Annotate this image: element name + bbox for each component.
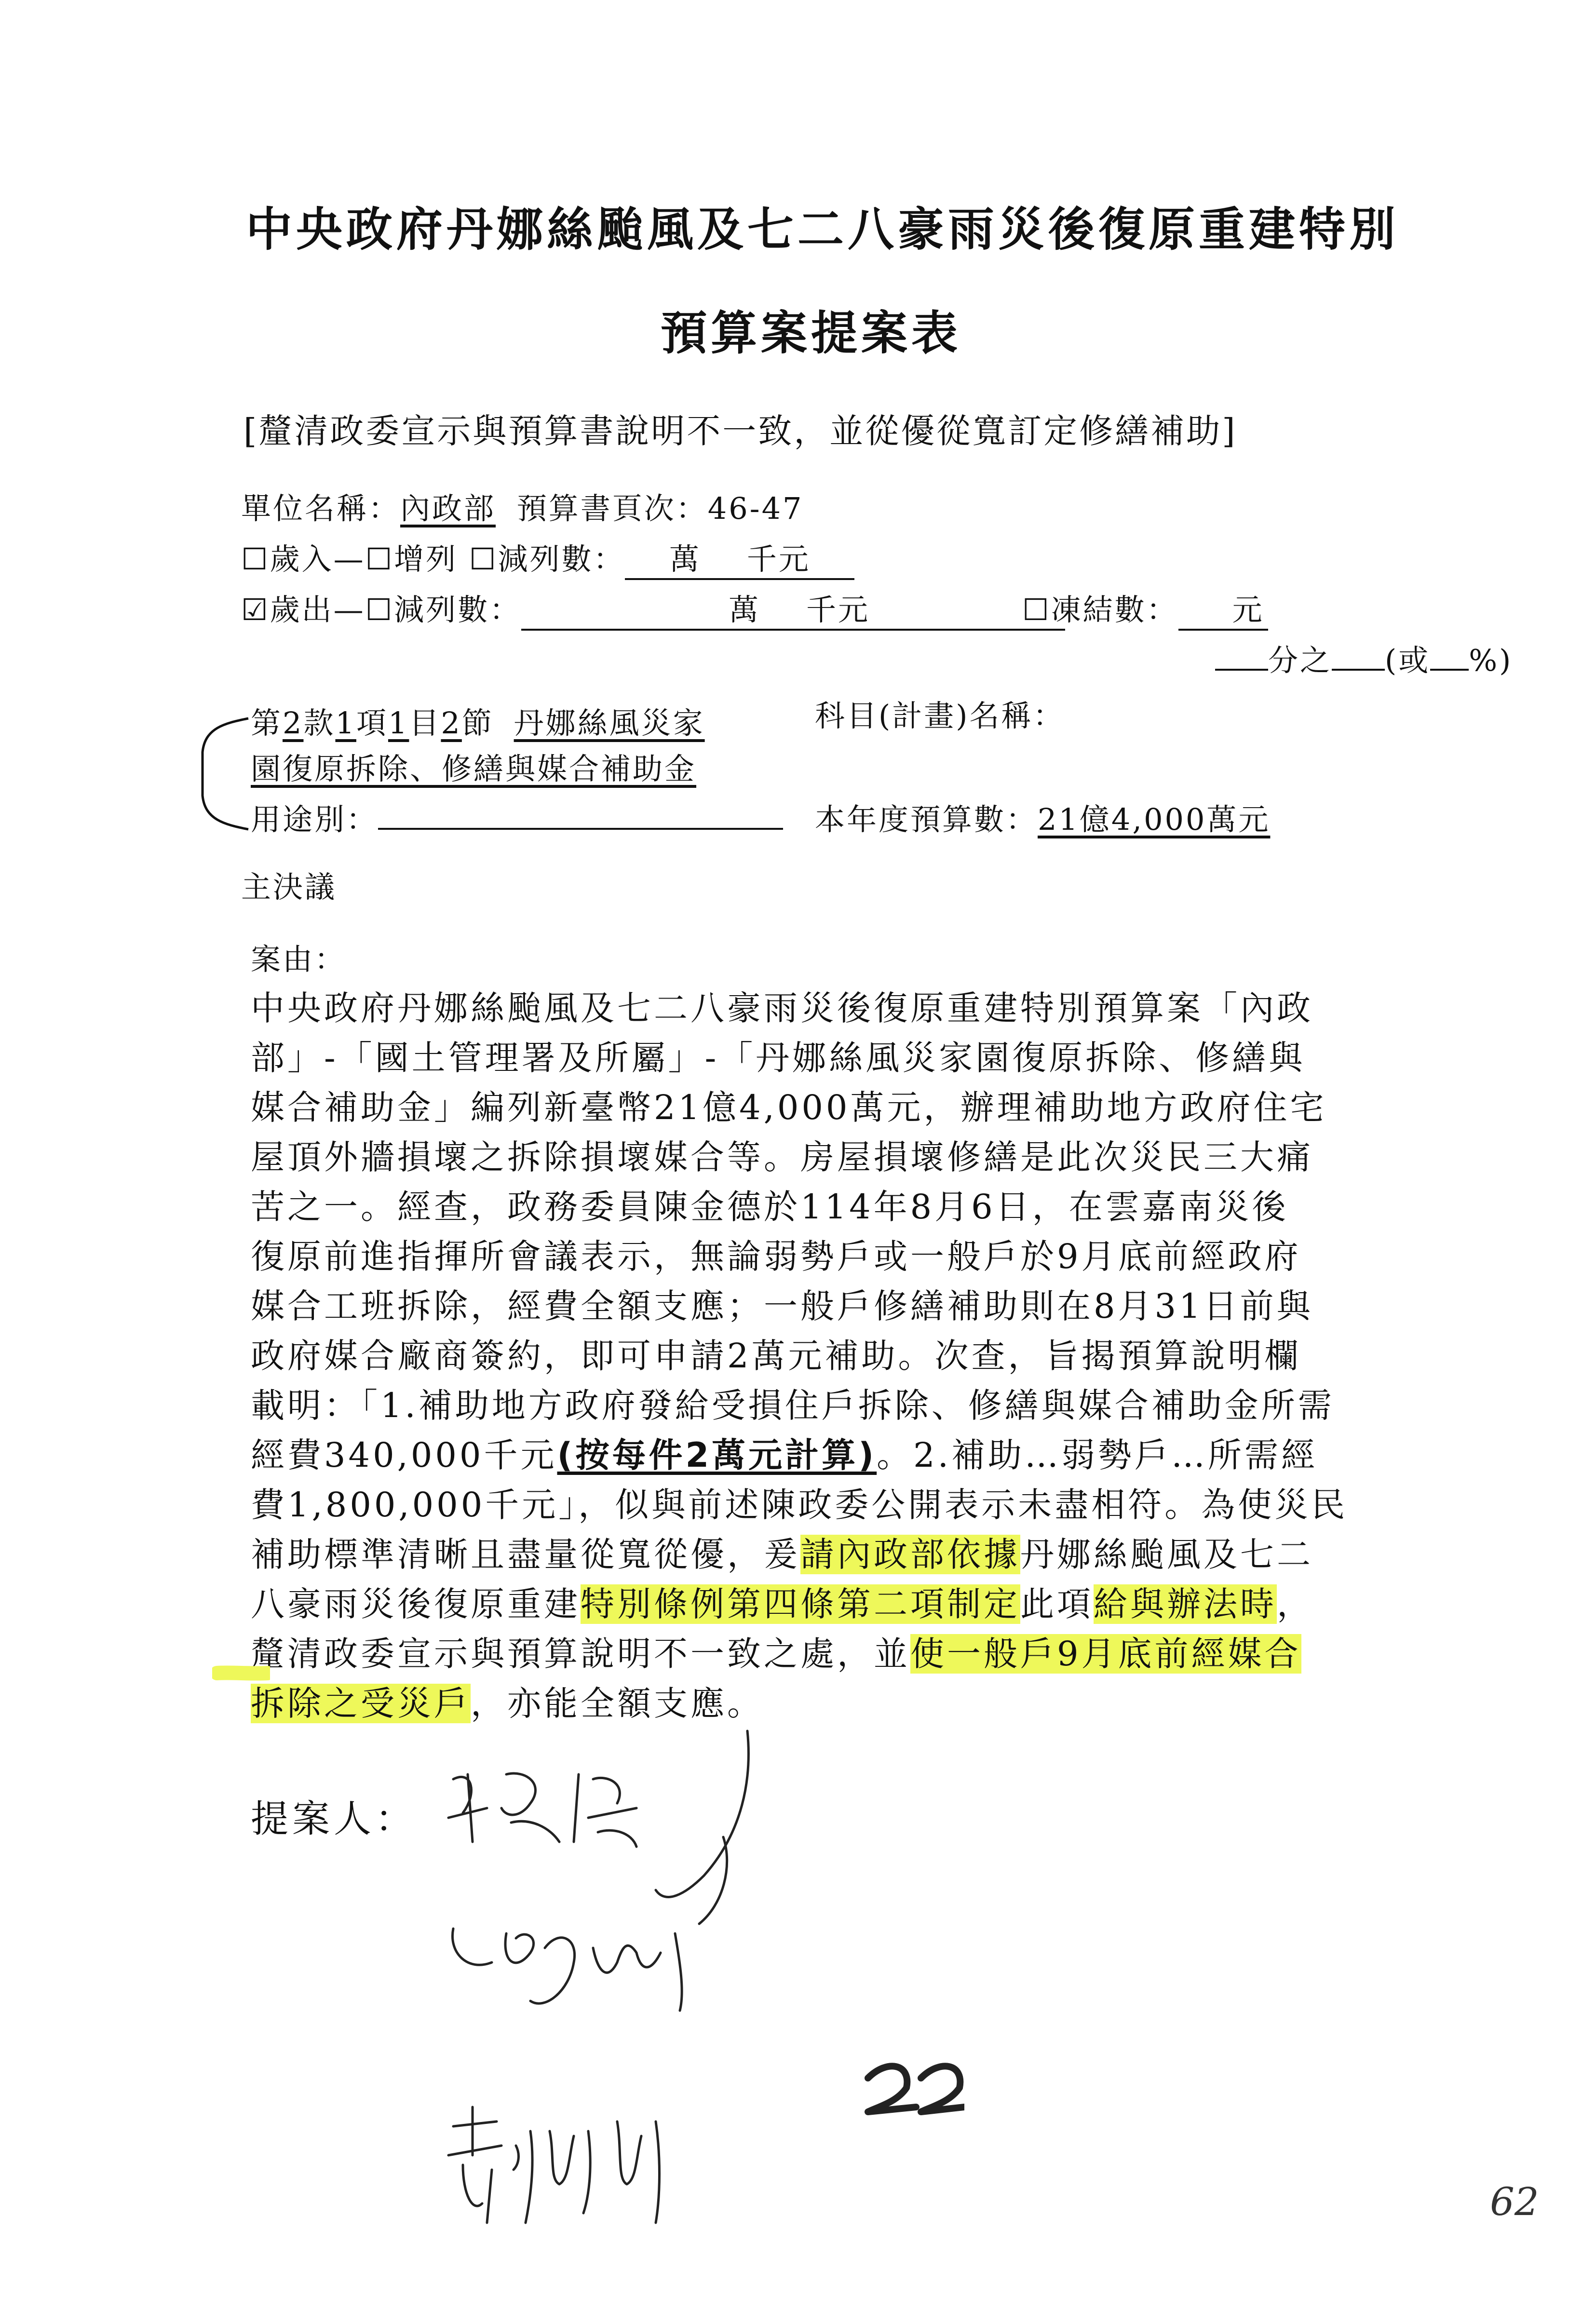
highlight-measures: 給與辦法時 <box>1094 1584 1277 1624</box>
reason-line-14: 釐清政委宣示與預算說明不一致之處，並使一般戶9月底前經媒合 <box>251 1634 1301 1674</box>
page-label: 預算書頁次： <box>516 491 708 526</box>
highlight-request: 請內政部依據 <box>800 1535 1020 1574</box>
freeze-row <box>1022 586 1268 631</box>
budget-value: 21億4,000萬元 <box>1038 802 1271 837</box>
subject-label: 科目(計畫)名稱： <box>815 698 1065 733</box>
mu-value: 1 <box>388 705 409 741</box>
revenue-row <box>241 535 854 580</box>
usage-row <box>251 796 783 838</box>
reason-line-6: 復原前進指揮所會議表示，無論弱勢戶或一般戶於9月底前經政府 <box>251 1237 1301 1276</box>
reason-line-4: 屋頂外牆損壞之拆除損壞媒合等。房屋損壞修繕是此次災民三大痛 <box>251 1137 1313 1177</box>
unit-value: 內政部 <box>400 491 496 526</box>
reason-line-2: 部」-「國土管理署及所屬」-「丹娜絲風災家園復原拆除、修繕與 <box>251 1038 1306 1078</box>
xiang-value: 1 <box>335 705 356 741</box>
fraction-row <box>1215 636 1513 679</box>
item-name-1: 丹娜絲風災家 <box>514 705 705 741</box>
budget-label: 本年度預算數： <box>815 802 1038 837</box>
reason-line-9: 載明：「1.補助地方政府發給受損住戶拆除、修繕與媒合補助金所需 <box>251 1386 1335 1425</box>
item-name-2: 園復原拆除、修繕與媒合補助金 <box>251 751 697 786</box>
document-subtitle: [釐清政委宣示與預算書說明不一致，並從優從寬訂定修繕補助] <box>243 411 1237 451</box>
reason-line-5: 苦之一。經查，政務委員陳金德於114年8月6日，在雲嘉南災後 <box>251 1187 1289 1227</box>
percent-label: %) <box>1469 643 1513 678</box>
item-row-1: 第2款1項1目2節 丹娜絲風災家 <box>251 705 705 741</box>
calc-note: (按每件2萬元計算) <box>557 1435 877 1475</box>
reason-line-15: 拆除之受災戶，亦能全額支應。 <box>251 1684 764 1723</box>
unit-row <box>241 485 804 527</box>
unit-label: 單位名稱： <box>241 491 401 526</box>
reason-line-7: 媒合工班拆除，經費全額支應；一般戶修繕補助則在8月31日前與 <box>251 1286 1313 1326</box>
reason-line-12: 補助標準清晰且盡量從寬從優，爰請內政部依據丹娜絲颱風及七二 <box>251 1535 1313 1574</box>
freeze-label: ☐凍結數： <box>1022 592 1178 627</box>
proposer-label: 提案人： <box>251 1797 417 1841</box>
usage-label: 用途別： <box>251 802 379 837</box>
handwritten-signatures <box>434 1721 964 2324</box>
revenue-line: ☐歲入—☐增列 ☐減列數： <box>241 541 625 577</box>
main-resolution-label: 主決議 <box>241 869 337 905</box>
page-value: 46-47 <box>707 491 804 526</box>
reason-line-11: 費1,800,000千元」，似與前述陳政委公開表示未盡相符。為使災民 <box>251 1485 1348 1525</box>
reason-line-3: 媒合補助金」編列新臺幣21億4,000萬元，辦理補助地方政府住宅 <box>251 1088 1327 1127</box>
usage-field <box>378 800 783 830</box>
kuan-value: 2 <box>283 705 304 741</box>
highlight-statute: 特別條例第四條第二項制定 <box>581 1584 1020 1624</box>
freeze-amount-field: 元 <box>1178 586 1268 631</box>
bracket-mark <box>190 714 253 834</box>
expend-line: ☑歲出—☐減列數： <box>241 592 522 627</box>
highlight-victims: 拆除之受災戶 <box>251 1684 471 1723</box>
page-number: 62 <box>1490 2179 1539 2224</box>
fraction-label: 分之 <box>1268 643 1332 678</box>
revenue-amount-field: 萬 千元 <box>625 535 854 580</box>
document-title-line2: 預算案提案表 <box>661 306 961 360</box>
expend-row <box>241 586 1065 631</box>
reason-line-1: 中央政府丹娜絲颱風及七二八豪雨災後復原重建特別預算案「內政 <box>251 988 1313 1028</box>
expend-amount-field: 萬 千元 <box>521 586 1065 631</box>
document-title-line1: 中央政府丹娜絲颱風及七二八豪雨災後復原重建特別 <box>246 203 1399 257</box>
reason-line-10: 經費340,000千元(按每件2萬元計算)。2.補助…弱勢戶…所需經 <box>251 1435 1318 1475</box>
highlight-general-households: 使一般戶9月底前經媒合 <box>910 1634 1301 1674</box>
highlight-stroke <box>212 1659 270 1688</box>
reason-label: 案由： <box>251 942 347 977</box>
budget-row <box>815 796 1270 838</box>
or-label: (或 <box>1385 643 1431 678</box>
reason-line-13: 八豪雨災後復原重建特別條例第四條第二項制定此項給與辦法時， <box>251 1584 1313 1624</box>
jie-value: 2 <box>441 705 462 741</box>
reason-line-8: 政府媒合廠商簽約，即可申請2萬元補助。次查，旨揭預算說明欄 <box>251 1336 1301 1376</box>
